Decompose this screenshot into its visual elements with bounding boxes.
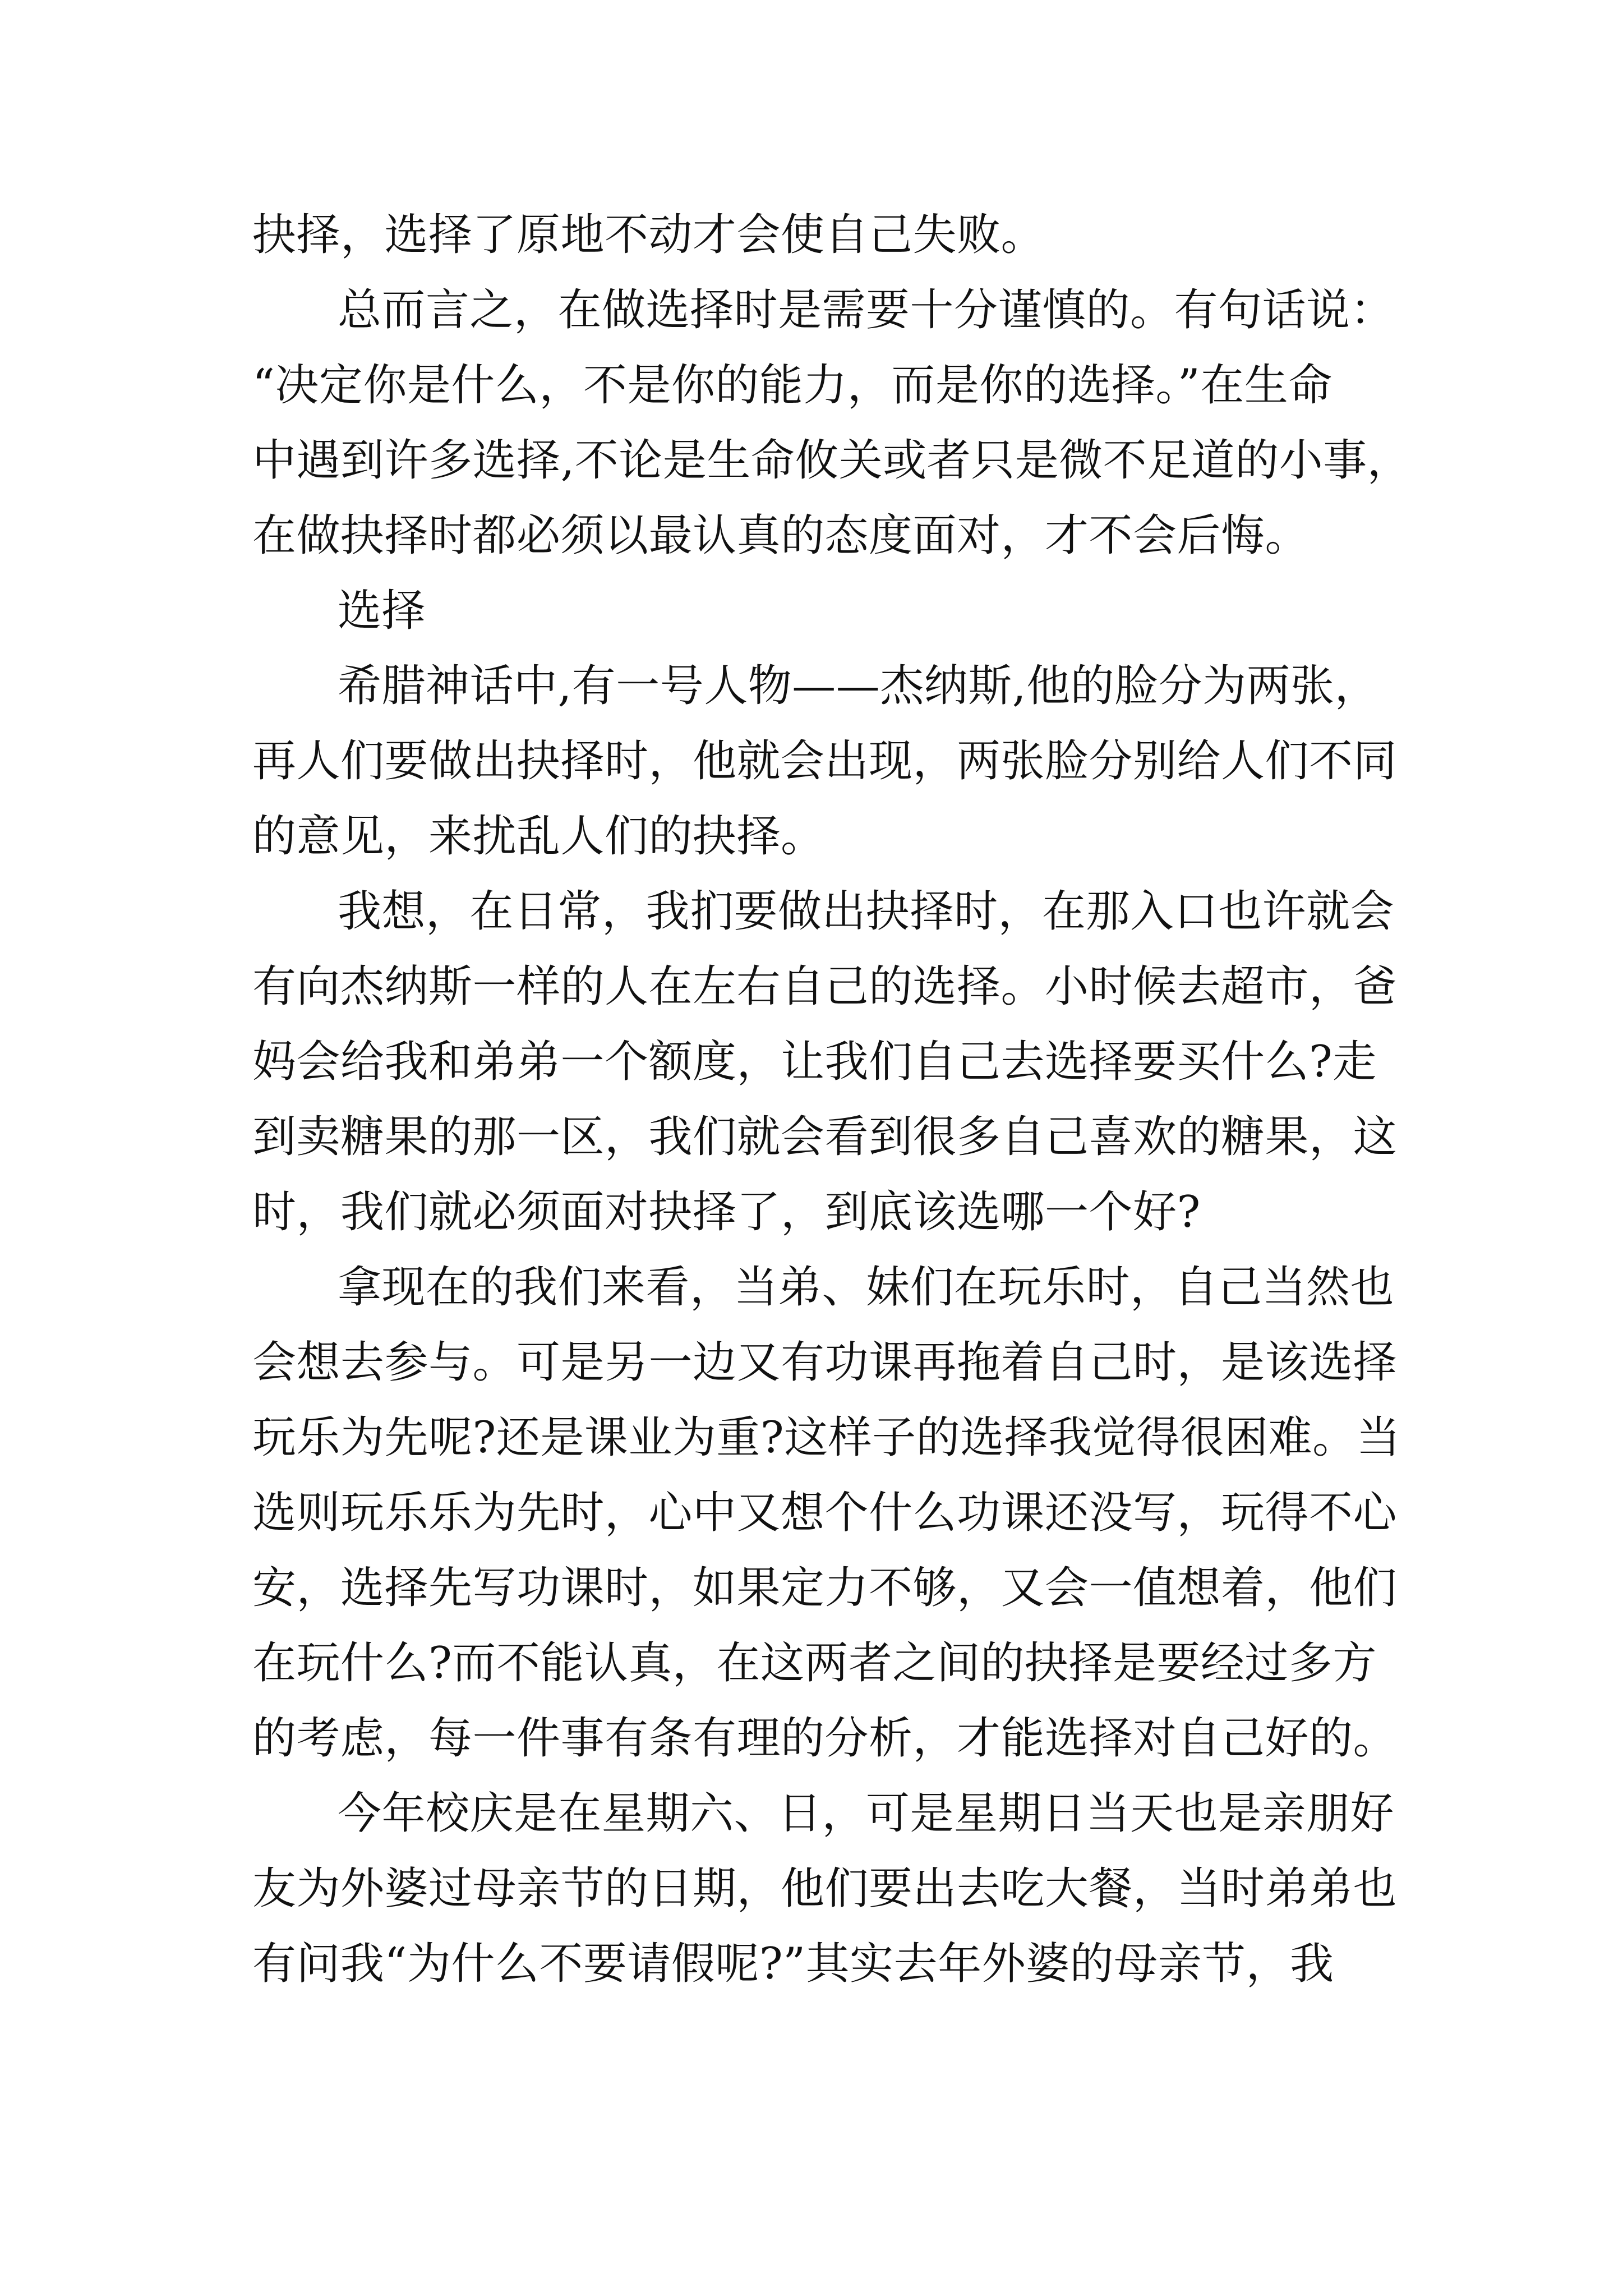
text-line: 妈会给我和弟弟一个额度，让我们自己去选择要买什么?走: [252, 1037, 1377, 1087]
text-line: 的意见，来扰乱人们的抉择。: [252, 811, 825, 862]
text-line: 玩乐为先呢?还是课业为重?这样子的选择我觉得很困难。当: [252, 1412, 1401, 1463]
text-line: 总而言之，在做选择时是需要十分谨慎的。有句话说：: [338, 285, 1395, 335]
text-line: “决定你是什么，不是你的能力，而是你的选择。”在生命: [252, 360, 1332, 411]
text-line: 友为外婆过母亲节的日期，他们要出去吃大餐，当时弟弟也: [252, 1864, 1398, 1914]
text-line: 会想去参与。可是另一边又有功课再拖着自己时，是该选择: [252, 1337, 1398, 1388]
text-line: 我想，在日常，我扪要做出抉择时，在那入口也许就会: [338, 886, 1395, 937]
text-line: 在玩什么?而不能认真，在这两者之间的抉择是要经过多方: [252, 1638, 1377, 1688]
text-line: 在做抉择时都必须以最认真的态度面对，才不会后悔。: [252, 510, 1310, 561]
text-line: 的考虑，每一件事有条有理的分析，才能选择对自己好的。: [252, 1713, 1398, 1764]
document-page: [252, 197, 1412, 2001]
text-line: 拿现在的我们来看，当弟、妹们在玩乐时，自己当然也: [338, 1262, 1395, 1313]
section-title: 选择: [338, 586, 426, 636]
text-line: 安，选择先写功课时，如果定力不够，又会一值想着，他们: [252, 1563, 1398, 1613]
text-line: 有问我“为什么不要请假呢?”其实去年外婆的母亲节，我: [252, 1939, 1334, 1989]
text-line: 中遇到许多选择,不论是生命攸关或者只是微不足道的小事，: [252, 435, 1412, 486]
text-line: 到卖糖果的那一区，我们就会看到很多自己喜欢的糖果，这: [252, 1112, 1398, 1162]
text-line: 今年校庆是在星期六、日，可是星期日当天也是亲朋好: [338, 1788, 1395, 1839]
text-line: 有向杰纳斯一样的人在左右自己的选择。小时候去超市，爸: [252, 961, 1398, 1012]
text-line: 再人们要做出抉择时，他就会出现，两张脸分别给人们不同: [252, 736, 1398, 786]
text-line: 时，我们就必须面对抉择了，到底该选哪一个好?: [252, 1187, 1201, 1237]
text-line: 抉择，选择了原地不动才会使自己失败。: [252, 210, 1045, 260]
text-line: 选则玩乐乐为先时，心中又想个什么功课还没写，玩得不心: [252, 1488, 1398, 1538]
text-line: 希腊神话中,有一号人物——杰纳斯,他的脸分为两张，: [338, 661, 1379, 711]
